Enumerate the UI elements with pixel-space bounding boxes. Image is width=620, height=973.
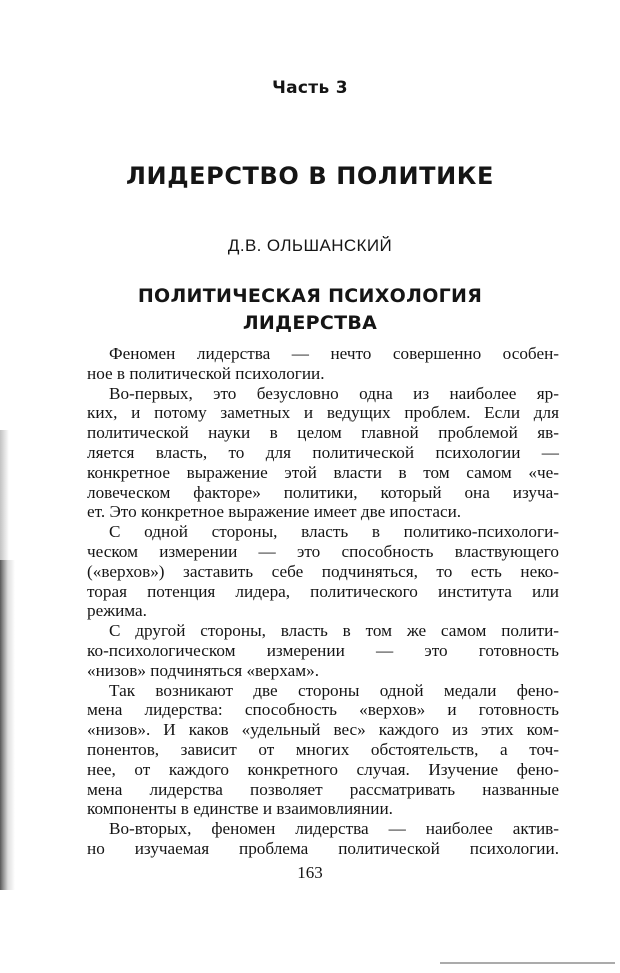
body-line: ное в политической психологии. xyxy=(87,363,325,383)
article-title-line: ПОЛИТИЧЕСКАЯ ПСИХОЛОГИЯ xyxy=(137,285,483,307)
bottom-rule xyxy=(440,962,615,964)
section-title: ЛИДЕРСТВО В ПОЛИТИКЕ xyxy=(125,162,495,190)
body-line: «низов» подчиняться «верхам». xyxy=(87,660,320,680)
body-line: мена лидерства: способность «верхов» и готовность xyxy=(87,700,559,720)
body-line: политической науки в целом главной проблемой яв- xyxy=(87,423,559,443)
body-line: ких, и потому заметных и ведущих проблем. Если для xyxy=(87,403,559,423)
body-line: С одной стороны, власть в политико-психологи- xyxy=(109,522,559,542)
article-author: Д.В. ОЛЬШАНСКИЙ xyxy=(227,236,393,255)
scan-edge-shadow-top xyxy=(0,430,10,560)
body-line: Во-вторых, феномен лидерства — наиболее актив- xyxy=(109,819,559,839)
body-line: режима. xyxy=(87,601,147,621)
body-line: Так возникают две стороны одной медали фено- xyxy=(109,680,559,700)
body-line: но изучаемая проблема политической психологии. xyxy=(87,838,559,858)
body-line: ко-психологическом измерении — это готовность xyxy=(87,640,559,660)
body-line: ловеческом факторе» политики, который она изуча- xyxy=(87,482,559,502)
body-line: С другой стороны, власть в том же самом полити- xyxy=(109,621,559,641)
body-line: «низов». И каков «удельный вес» каждого из этих ком- xyxy=(87,720,559,740)
body-line: конкретное выражение этой власти в том самом «че- xyxy=(87,462,559,482)
body-line: ет. Это конкретное выражение имеет две ипостаси. xyxy=(87,502,462,522)
page-number: 163 xyxy=(297,863,323,882)
body-line: мена лидерства позволяет рассматривать названные xyxy=(87,779,559,799)
body-line: торая потенция лидера, политического института или xyxy=(87,581,559,601)
article-title xyxy=(0,283,620,337)
body-line: Феномен лидерства — нечто совершенно особен- xyxy=(109,344,559,363)
body-line: ческом измерении — это способность властвующего xyxy=(87,541,559,561)
part-label: Часть 3 xyxy=(272,78,348,98)
body-line: («верхов») заставить себе подчиняться, то есть неко- xyxy=(87,561,559,581)
scan-edge-shadow xyxy=(0,560,16,890)
body-line: ляется власть, то для политической психологии — xyxy=(87,442,559,462)
body-line: нее, от каждого конкретного случая. Изучение фено- xyxy=(87,759,559,779)
body-line: компоненты в единстве и взаимовлиянии. xyxy=(87,799,393,819)
article-title-line: ЛИДЕРСТВА xyxy=(242,312,378,334)
body-line: понентов, зависит от многих обстоятельств, а точ- xyxy=(87,739,559,759)
body-line: Во-первых, это безусловно одна из наиболее яр- xyxy=(109,383,559,403)
body-text xyxy=(87,344,559,859)
